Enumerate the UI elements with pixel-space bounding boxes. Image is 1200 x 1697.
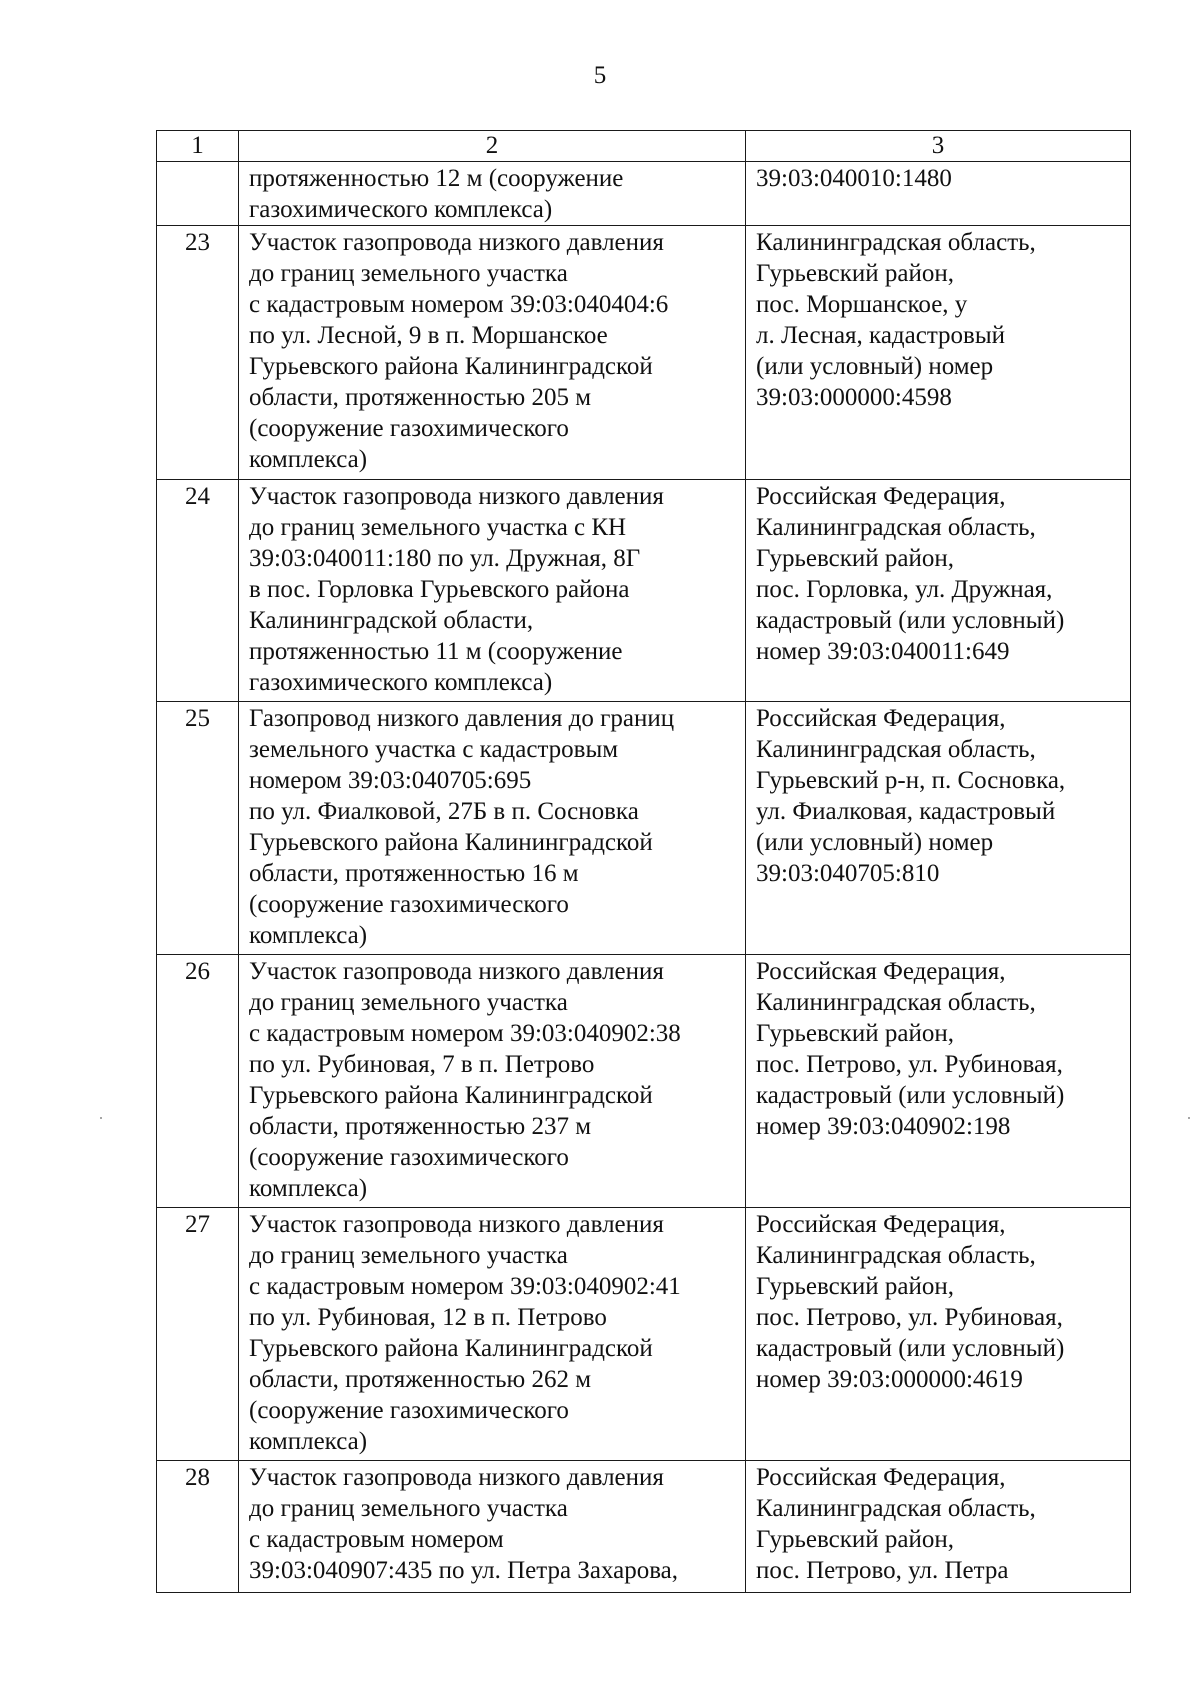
object-description-cell <box>239 480 746 702</box>
object-location: Российская Федерация, Калининградская область, Гурьевский район, пос. Петрово, ул. Петра <box>756 1464 1036 1584</box>
table-row <box>157 702 1131 955</box>
column-header: 1 <box>157 131 239 162</box>
object-location: Российская Федерация, Калининградская область, Гурьевский район, пос. Петрово, ул. Рубиновая, кадастровый (или условный) номер 39:03:000000:4619 <box>756 1211 1065 1393</box>
row-number-cell: 24 <box>157 480 239 702</box>
object-location: 39:03:040010:1480 <box>756 165 952 192</box>
scan-speck <box>100 1117 102 1119</box>
object-location-cell <box>746 480 1131 702</box>
object-location: Калининградская область, Гурьевский район, пос. Моршанское, у л. Лесная, кадастровый (или условный) номер 39:03:000000:4598 <box>756 229 1036 411</box>
row-number-cell: 25 <box>157 702 239 955</box>
object-description-cell <box>239 226 746 480</box>
object-location-cell <box>746 955 1131 1208</box>
object-description: Участок газопровода низкого давления до границ земельного участка с кадастровым номером 39:03:040902:38 по ул. Рубиновая, 7 в п. Петрово Гурьевского района Калининградской области, протяженностью 237 м (сооружение газохимического комплекса) <box>249 958 681 1202</box>
object-description-cell <box>239 955 746 1208</box>
object-description: Участок газопровода низкого давления до границ земельного участка с кадастровым номером 39:03:040902:41 по ул. Рубиновая, 12 в п. Петрово Гурьевского района Калининградской области, протяженностью 262 м (сооружение газохимического комплекса) <box>249 1211 681 1455</box>
object-description: Участок газопровода низкого давления до границ земельного участка с кадастровым номером 39:03:040907:435 по ул. Петра Захарова, <box>249 1464 679 1584</box>
scan-speck <box>1188 1117 1190 1119</box>
object-description-cell <box>239 162 746 226</box>
table-row <box>157 1208 1131 1461</box>
table-row <box>157 955 1131 1208</box>
table-row <box>157 480 1131 702</box>
row-number-cell <box>157 162 239 226</box>
object-description: Газопровод низкого давления до границ земельного участка с кадастровым номером 39:03:040705:695 по ул. Фиалковой, 27Б в п. Сосновка Гурьевского района Калининградской области, протяженностью 16 м (сооружение газохимического комплекса) <box>249 705 675 949</box>
table-row <box>157 1461 1131 1593</box>
object-location-cell <box>746 1208 1131 1461</box>
object-location: Российская Федерация, Калининградская область, Гурьевский район, пос. Горловка, ул. Дружная, кадастровый (или условный) номер 39:03:040011:649 <box>756 483 1065 665</box>
row-number-cell: 28 <box>157 1461 239 1593</box>
column-header: 2 <box>239 131 746 162</box>
object-description-cell <box>239 1461 746 1593</box>
object-location-cell <box>746 1461 1131 1593</box>
object-description: Участок газопровода низкого давления до границ земельного участка с кадастровым номером 39:03:040404:6 по ул. Лесной, 9 в п. Моршанское Гурьевского района Калининградской области, протяженностью 205 м (сооружение газохимического комплекса) <box>249 229 669 473</box>
object-location-cell <box>746 226 1131 480</box>
objects-table <box>156 130 1131 1593</box>
column-header: 3 <box>746 131 1131 162</box>
table-row <box>157 226 1131 480</box>
object-description: Участок газопровода низкого давления до границ земельного участка с КН 39:03:040011:180 по ул. Дружная, 8Г в пос. Горловка Гурьевского района Калининградской области, протяженностью 11 м (сооружение газохимического комплекса) <box>249 483 664 696</box>
page-number: 5 <box>593 62 607 89</box>
object-description: протяженностью 12 м (сооружение газохимического комплекса) <box>249 165 624 223</box>
object-description-cell <box>239 702 746 955</box>
row-number-cell: 23 <box>157 226 239 480</box>
object-location: Российская Федерация, Калининградская область, Гурьевский район, пос. Петрово, ул. Рубиновая, кадастровый (или условный) номер 39:03:040902:198 <box>756 958 1065 1140</box>
object-location: Российская Федерация, Калининградская область, Гурьевский р-н, п. Сосновка, ул. Фиалковая, кадастровый (или условный) номер 39:03:040705:810 <box>756 705 1066 887</box>
object-location-cell <box>746 702 1131 955</box>
row-number-cell: 26 <box>157 955 239 1208</box>
object-location-cell <box>746 162 1131 226</box>
table-header-row <box>157 131 1131 162</box>
object-description-cell <box>239 1208 746 1461</box>
row-number-cell: 27 <box>157 1208 239 1461</box>
table-row <box>157 162 1131 226</box>
